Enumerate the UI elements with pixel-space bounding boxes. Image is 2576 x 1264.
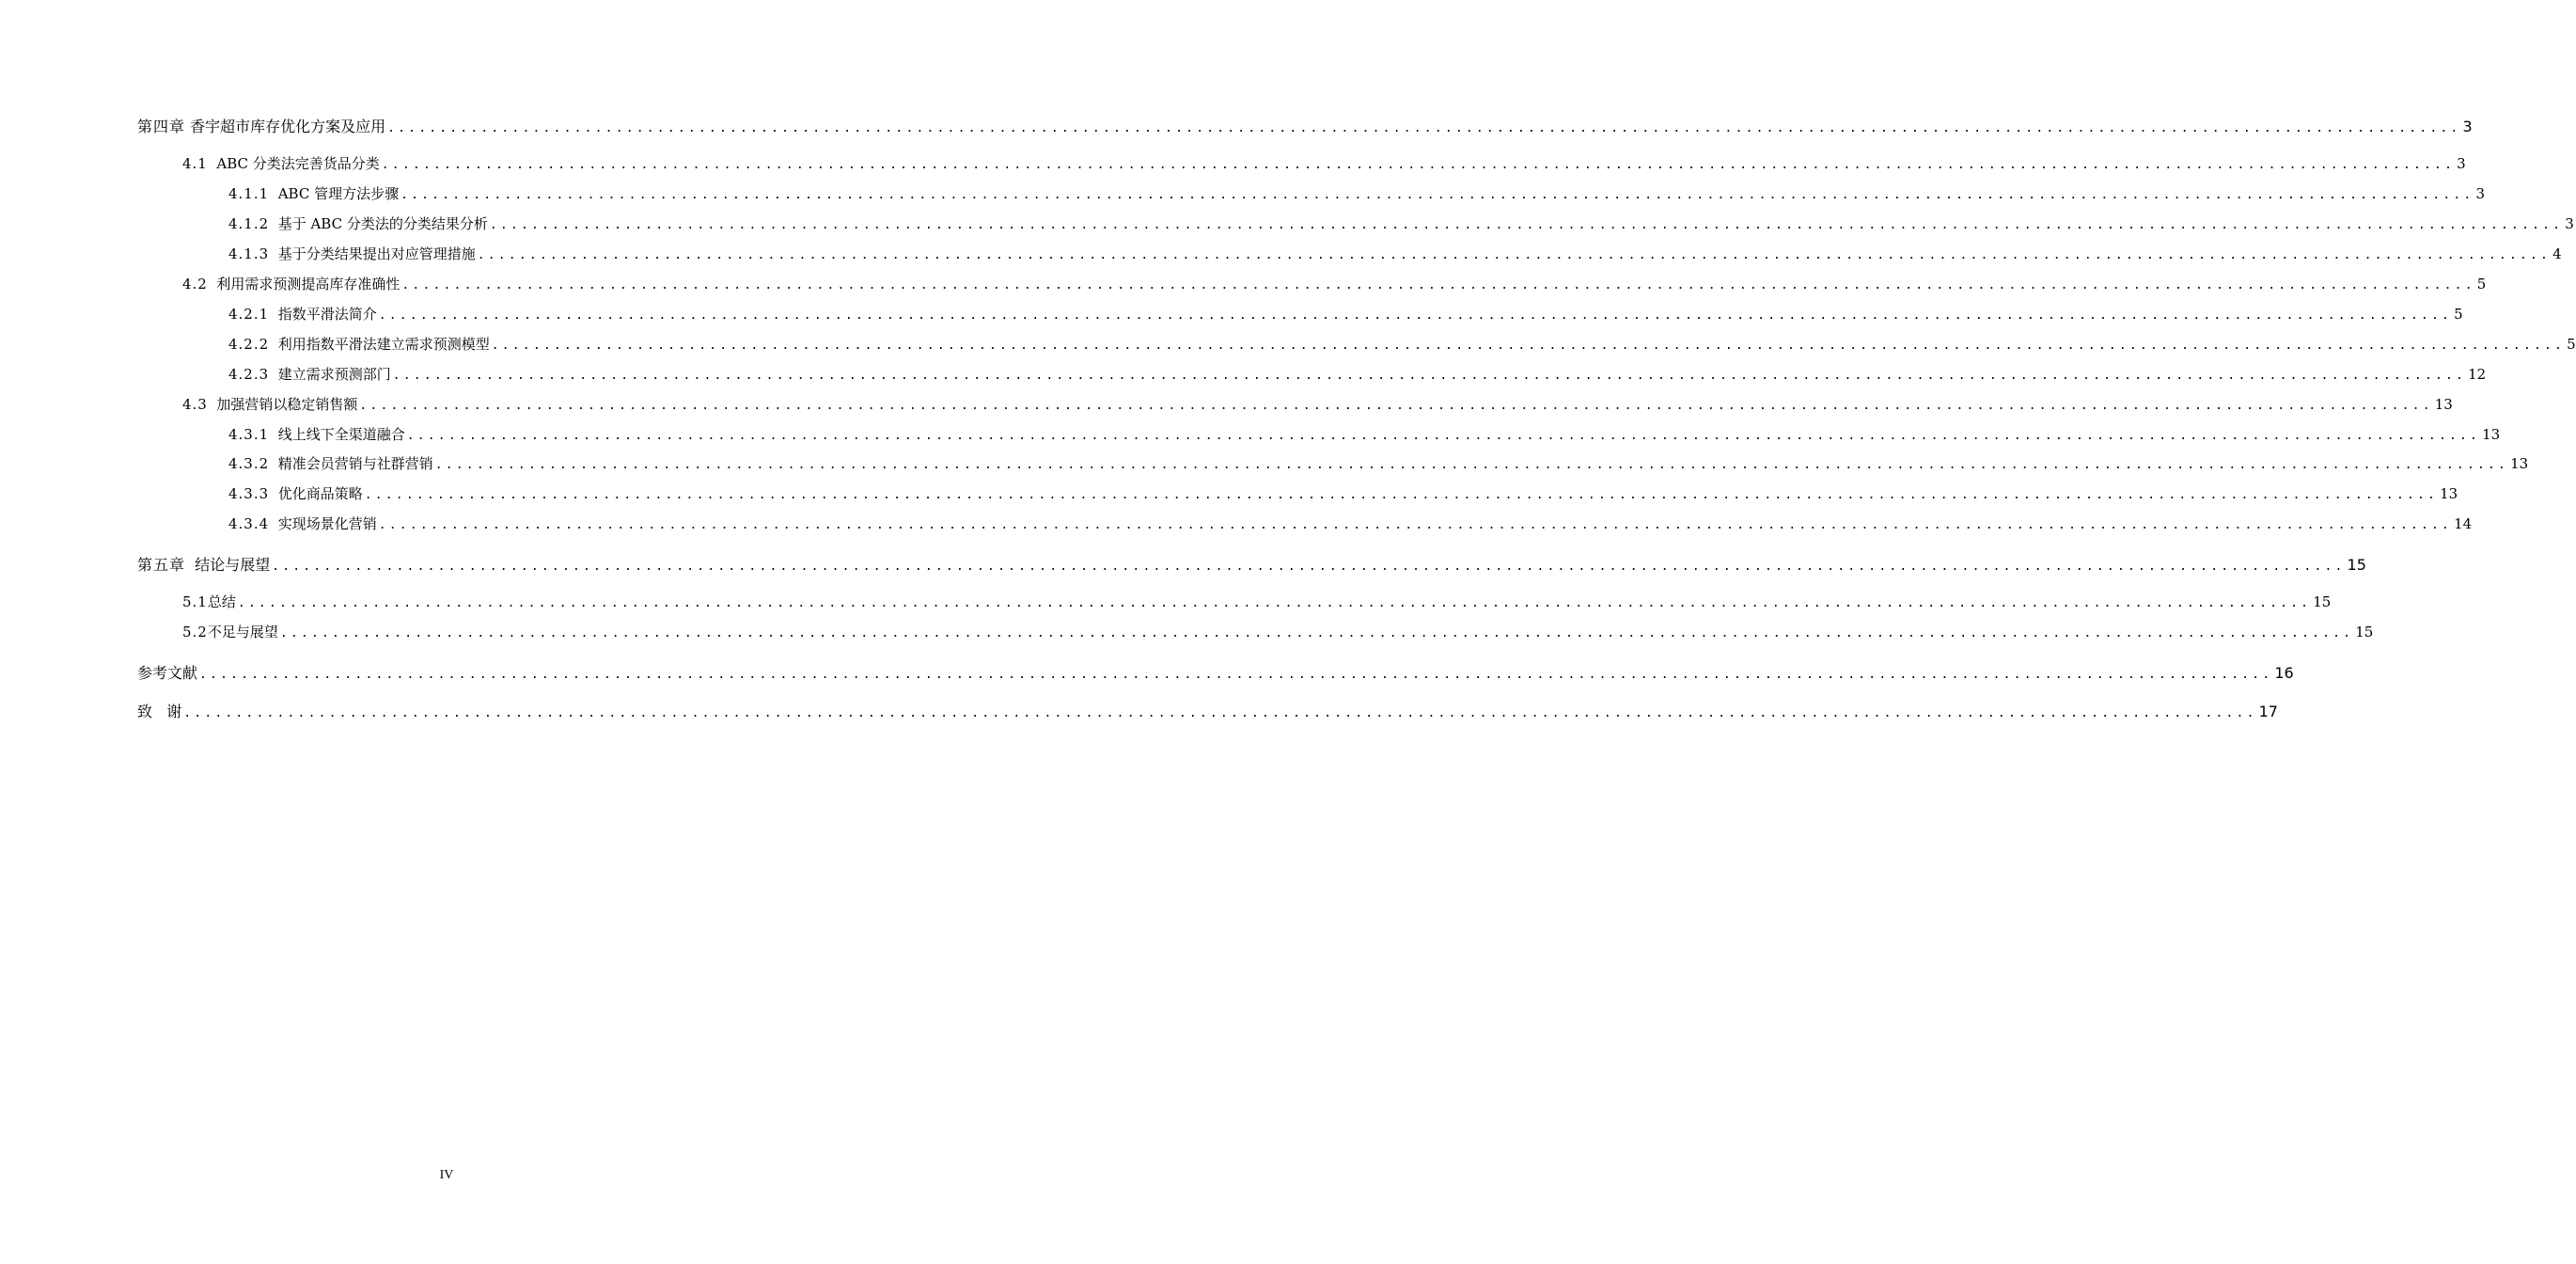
toc-entry-number: 4.1.3	[228, 245, 270, 262]
dot-leader: ........................................................................................................................................................................................................	[401, 278, 2475, 292]
dot-leader: ........................................................................................................................................................................................................	[272, 560, 2346, 574]
toc-entry[interactable]	[228, 213, 2574, 234]
dot-leader: ........................................................................................................................................................................................................	[387, 121, 2461, 135]
toc-entry-title: 线上线下全渠道融合	[269, 426, 405, 443]
toc-entry[interactable]	[228, 183, 2485, 204]
toc-entry-page-number: 13	[2510, 455, 2529, 472]
page-number-footer: IV	[439, 1168, 454, 1182]
toc-entry-title: 香宇超市库存优化方案及应用	[185, 118, 386, 135]
toc-entry[interactable]	[228, 334, 2576, 355]
toc-entry-number: 4.2.2	[228, 336, 270, 353]
toc-entry-title: 利用指数平滑法建立需求预测模型	[269, 336, 490, 353]
toc-entry-page-number: 3	[2457, 155, 2466, 172]
toc-entry[interactable]	[228, 304, 2463, 324]
toc-entry-number: 4.3.2	[228, 455, 270, 472]
toc-entry[interactable]	[137, 661, 2294, 682]
toc-entry-number: 4.3.4	[228, 515, 270, 532]
toc-entry-page-number: 14	[2454, 515, 2473, 532]
dot-leader: ........................................................................................................................................................................................................	[378, 308, 2453, 323]
toc-entry[interactable]	[228, 244, 2562, 264]
toc-entry-number: 4.3.1	[228, 426, 270, 443]
dot-leader: ........................................................................................................................................................................................................	[378, 518, 2453, 532]
toc-entry-number: 4.2	[182, 276, 208, 292]
dot-leader: ........................................................................................................................................................................................................	[199, 668, 2273, 682]
dot-leader: ........................................................................................................................................................................................................	[279, 626, 2354, 640]
toc-entry-page-number: 3	[2462, 118, 2473, 135]
toc-entry-title: 实现场景化营销	[269, 515, 377, 532]
toc-entry-page-number: 4	[2552, 245, 2562, 262]
dot-leader: ........................................................................................................................................................................................................	[491, 339, 2566, 353]
toc-entry[interactable]	[182, 622, 2374, 642]
toc-entry-page-number: 15	[2355, 624, 2374, 640]
toc-entry-title: 结论与展望	[185, 556, 271, 574]
toc-entry-page-number: 3	[2565, 215, 2574, 232]
toc-entry-title: 精准会员营销与社群营销	[269, 455, 433, 472]
toc-entry-number: 第四章	[137, 118, 186, 135]
toc-entry[interactable]	[182, 153, 2466, 174]
toc-entry-title: 参考文献	[137, 664, 198, 682]
toc-entry[interactable]	[228, 514, 2473, 534]
dot-leader: ........................................................................................................................................................................................................	[359, 399, 2433, 413]
toc-entry-page-number: 3	[2475, 185, 2485, 202]
toc-entry-title: 致 谢	[137, 703, 182, 720]
toc-entry[interactable]	[228, 453, 2529, 474]
toc-entry-title: 建立需求预测部门	[269, 366, 391, 383]
toc-entry-page-number: 13	[2434, 396, 2453, 413]
dot-leader: ........................................................................................................................................................................................................	[364, 488, 2439, 502]
toc-entry-page-number: 5	[2476, 276, 2487, 292]
toc-entry[interactable]	[228, 364, 2487, 385]
toc-entry-number: 5.1	[182, 593, 208, 610]
toc-entry-page-number: 5	[2454, 306, 2463, 323]
toc-entry-page-number: 13	[2440, 485, 2458, 502]
dot-leader: ........................................................................................................................................................................................................	[237, 596, 2312, 610]
toc-entry[interactable]	[137, 553, 2366, 574]
toc-entry-number: 4.3.3	[228, 485, 270, 502]
toc-entry[interactable]	[182, 274, 2487, 294]
toc-entry-page-number: 17	[2258, 703, 2278, 720]
toc-entry-number: 5.2	[182, 624, 208, 640]
toc-entry[interactable]	[137, 115, 2473, 135]
dot-leader: ........................................................................................................................................................................................................	[489, 218, 2564, 232]
dot-leader: ........................................................................................................................................................................................................	[183, 706, 2257, 720]
toc-entry-page-number: 5	[2567, 336, 2576, 353]
toc-entry-title: 加强营销以稳定销售额	[207, 396, 358, 413]
toc-entry-title: 基于分类结果提出对应管理措施	[269, 245, 476, 262]
dot-leader: ........................................................................................................................................................................................................	[434, 458, 2509, 472]
toc-entry-title: ABC 管理方法步骤	[269, 185, 400, 202]
toc-entry-number: 4.2.1	[228, 306, 270, 323]
toc-entry-page-number: 12	[2468, 366, 2487, 383]
toc-entry-title: 基于 ABC 分类法的分类结果分析	[269, 215, 488, 232]
toc-entry-page-number: 15	[2313, 593, 2332, 610]
toc-entry-number: 4.1.1	[228, 185, 270, 202]
toc-entry-number: 4.3	[182, 396, 208, 413]
toc-entry-page-number: 15	[2347, 556, 2366, 574]
dot-leader: ........................................................................................................................................................................................................	[406, 429, 2481, 443]
toc-entry-title: ABC 分类法完善货品分类	[207, 155, 380, 172]
toc-entry-page-number: 16	[2274, 664, 2294, 682]
dot-leader: ........................................................................................................................................................................................................	[392, 369, 2467, 383]
toc-entry-title: 总结	[207, 593, 236, 610]
toc-entry-title: 不足与展望	[207, 624, 278, 640]
toc-entry-title: 优化商品策略	[269, 485, 363, 502]
toc-entry[interactable]	[228, 424, 2501, 445]
toc-entry-number: 4.2.3	[228, 366, 270, 383]
toc-entry-number: 4.1	[182, 155, 208, 172]
toc-entry-title: 指数平滑法简介	[269, 306, 377, 323]
toc-entry[interactable]	[228, 483, 2458, 504]
toc-entry[interactable]	[137, 700, 2278, 720]
dot-leader: ........................................................................................................................................................................................................	[381, 158, 2456, 172]
toc-entry-number: 4.1.2	[228, 215, 270, 232]
toc-entry[interactable]	[182, 394, 2453, 415]
toc-entry-page-number: 13	[2482, 426, 2501, 443]
toc-entry-title: 利用需求预测提高库存准确性	[207, 276, 401, 292]
dot-leader: ........................................................................................................................................................................................................	[477, 248, 2552, 262]
toc-entry[interactable]	[182, 592, 2332, 612]
toc-entry-number: 第五章	[137, 556, 186, 574]
dot-leader: ........................................................................................................................................................................................................	[401, 188, 2474, 202]
